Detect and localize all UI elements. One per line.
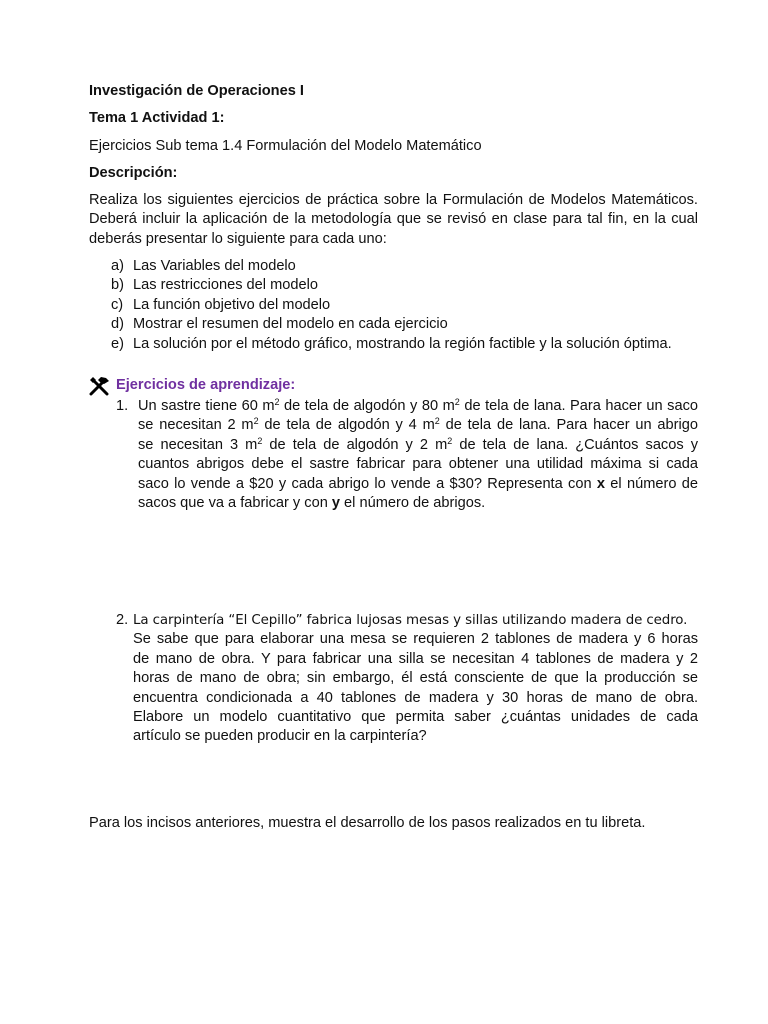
text: sacos que va a fabricar y con bbox=[138, 495, 332, 512]
exercise-2-text bbox=[133, 611, 698, 747]
superscript: 2 bbox=[274, 397, 280, 407]
exercise-1 bbox=[116, 397, 698, 513]
list-marker: b) bbox=[111, 277, 124, 294]
list-text: Mostrar el resumen del modelo en cada ejercicio bbox=[133, 316, 448, 333]
text: de tela de lana. Para hacer un abrigo bbox=[439, 417, 698, 434]
exercise-2-line: Elabore un modelo cuantitativo que permita saber ¿cuántas unidades de cada bbox=[133, 709, 698, 726]
course-title: Investigación de Operaciones I bbox=[89, 83, 304, 99]
description-label: Descripción: bbox=[89, 165, 178, 181]
superscript: 2 bbox=[434, 416, 440, 427]
tools-icon bbox=[89, 376, 111, 396]
description-line: Realiza los siguientes ejercicios de práctica sobre la Formulación de Modelos Matemáticos. bbox=[89, 192, 698, 208]
exercise-number: 2. bbox=[116, 612, 129, 628]
list-text: Las restricciones del modelo bbox=[133, 277, 318, 294]
superscript: 2 bbox=[257, 435, 263, 446]
exercise-2 bbox=[116, 611, 698, 747]
exercises-heading-text: Ejercicios de aprendizaje: bbox=[116, 377, 296, 394]
requirements-list bbox=[89, 257, 699, 354]
list-text: La función objetivo del modelo bbox=[133, 296, 331, 313]
exercise-2-line: encuentra condicionada a 40 tablones de madera y 30 horas de mano de obra. bbox=[133, 689, 698, 706]
list-marker: c) bbox=[111, 296, 124, 313]
description-paragraph bbox=[89, 191, 698, 249]
text: saco lo vende a $20 y cada abrigo lo vende a $30? Representa con bbox=[138, 475, 597, 492]
exercise-2-line: artículo se pueden producir en la carpintería? bbox=[133, 728, 427, 745]
exercise-2-line: Se sabe que para elaborar una mesa se requieren 2 tablones de madera y 6 horas bbox=[133, 631, 698, 648]
list-text: La solución por el método gráfico, mostrando la región factible y la solución óptima. bbox=[133, 335, 672, 352]
superscript: 2 bbox=[253, 416, 259, 427]
exercise-1-line bbox=[138, 475, 698, 494]
description-line: deberás presentar lo siguiente para cada uno: bbox=[89, 230, 387, 247]
list-text: Las Variables del modelo bbox=[133, 258, 296, 274]
list-item bbox=[89, 335, 699, 354]
list-marker: a) bbox=[111, 258, 124, 274]
list-item bbox=[89, 315, 699, 334]
superscript: 2 bbox=[454, 397, 460, 407]
activity-title: Tema 1 Actividad 1: bbox=[89, 110, 225, 126]
text: Un sastre tiene 60 m bbox=[138, 398, 275, 414]
variable-y: y bbox=[331, 495, 340, 512]
exercise-1-line bbox=[138, 416, 698, 435]
exercise-2-line: de mano de obra. Y para fabricar una silla se necesitan 4 tablones de madera y 2 bbox=[133, 650, 698, 667]
text: de tela de lana. ¿Cuántos sacos y bbox=[452, 436, 698, 453]
list-marker: e) bbox=[111, 335, 124, 352]
variable-x: x bbox=[596, 475, 605, 492]
exercise-1-line: cuantos abrigos debe el sastre fabricar para obtener una utilidad máxima si cada bbox=[138, 456, 698, 473]
text: se necesitan 2 m bbox=[138, 417, 254, 434]
text: de tela de lana. Para hacer un saco bbox=[459, 398, 698, 414]
superscript: 2 bbox=[447, 435, 453, 446]
exercise-1-line bbox=[138, 436, 698, 455]
subtitle: Ejercicios Sub tema 1.4 Formulación del Modelo Matemático bbox=[89, 138, 482, 154]
text: de tela de algodón y 2 m bbox=[262, 436, 448, 453]
list-marker: d) bbox=[111, 316, 124, 333]
exercise-1-text bbox=[138, 397, 698, 513]
list-item bbox=[89, 276, 699, 295]
exercise-1-line bbox=[138, 494, 698, 513]
list-item bbox=[89, 296, 699, 315]
description-line: Deberá incluir la aplicación de la metodología que se revisó en clase para tal fin, en la cual bbox=[89, 211, 698, 228]
exercise-1-line bbox=[138, 397, 698, 416]
exercise-2-line: La carpintería “El Cepillo” fabrica lujosas mesas y sillas utilizando madera de cedro. bbox=[133, 613, 688, 628]
list-item bbox=[89, 257, 699, 276]
text: de tela de algodón y 80 m bbox=[279, 398, 455, 414]
text: el número de abrigos. bbox=[340, 495, 486, 512]
exercise-number: 1. bbox=[116, 398, 129, 414]
exercise-2-line: horas de mano de obra; sin embargo, él está consciente de que la producción se bbox=[133, 670, 698, 687]
closing-note: Para los incisos anteriores, muestra el desarrollo de los pasos realizados en tu libreta. bbox=[89, 815, 646, 831]
text: se necesitan 3 m bbox=[138, 436, 258, 453]
text: de tela de algodón y 4 m bbox=[258, 417, 435, 434]
exercises-heading bbox=[89, 376, 699, 396]
text: el número de bbox=[605, 475, 698, 492]
